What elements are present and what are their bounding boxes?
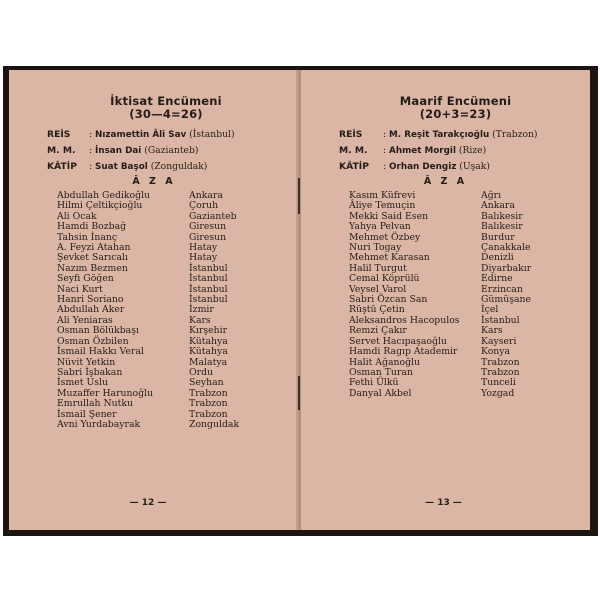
member-name: Nüvit Yetkin xyxy=(57,356,116,368)
member-city: Çanakkale xyxy=(481,242,531,254)
member-row xyxy=(349,347,531,357)
member-name: Yahya Pelvan xyxy=(349,221,411,233)
member-name: Ali Yeniaras xyxy=(57,314,113,326)
page-title: Maarif Encümeni xyxy=(399,94,512,108)
member-name: Âliye Temuçin xyxy=(349,200,416,212)
member-city: Ankara xyxy=(481,200,515,212)
member-name: İsmail Şener xyxy=(57,408,117,420)
reis-city: (Trabzon) xyxy=(492,129,538,140)
member-name: Osman Özbilen xyxy=(57,335,129,347)
member-city: Gazianteb xyxy=(189,210,237,222)
mm-value: İnsan Dai xyxy=(95,146,142,156)
member-name: Hanri Soriano xyxy=(57,294,124,306)
member-name: Abdullah Gedikoğlu xyxy=(57,190,151,201)
member-name: İsmail Hakkı Veral xyxy=(57,346,144,358)
member-row xyxy=(57,420,239,430)
katip-value: Suat Başol xyxy=(95,162,148,172)
member-name: Osman Bölükbaşı xyxy=(57,325,139,337)
member-city: Ağrı xyxy=(481,190,502,201)
member-city: Erzincan xyxy=(481,283,523,295)
member-name: Şevket Sarıcalı xyxy=(57,252,128,264)
member-name: Halil Turgut xyxy=(349,262,407,274)
katip-label: KÂTİP xyxy=(339,161,369,172)
aza-heading: Â Z A xyxy=(423,176,468,187)
reis-line: REİS : M. Reşit Tarakçıoğlu (Trabzon) xyxy=(339,129,538,140)
member-city: Trabzon xyxy=(481,366,520,378)
member-name: Servet Hacıpaşaoğlu xyxy=(349,335,447,347)
member-city: Konya xyxy=(481,346,511,358)
page-right xyxy=(301,70,590,530)
member-city: Kars xyxy=(189,314,211,326)
katip-line: KÂTİP : Orhan Dengiz (Uşak) xyxy=(339,161,490,172)
member-name: Sabri Özcan San xyxy=(349,294,428,306)
member-city: Gümüşane xyxy=(481,294,532,306)
member-city: Trabzon xyxy=(481,356,520,368)
member-name: İsmet Uslu xyxy=(57,377,109,389)
aza-heading: Â Z A xyxy=(132,176,176,187)
member-name: Ali Ocak xyxy=(57,210,97,222)
member-city: Giresun xyxy=(189,221,227,233)
katip-city: (Uşak) xyxy=(459,161,490,172)
member-city: Edirne xyxy=(481,273,513,285)
member-name: Hilmi Çeltikçioğlu xyxy=(57,200,143,212)
member-city: Malatya xyxy=(189,356,228,368)
mm-label: M. M. xyxy=(47,145,76,156)
member-city: Trabzon xyxy=(189,398,228,410)
katip-city: (Zonguldak) xyxy=(150,161,208,172)
page-subtitle: (20+3=23) xyxy=(419,107,492,121)
member-name: Kasım Küfrevi xyxy=(349,190,416,201)
member-city: Burdur xyxy=(481,231,515,243)
page-number: — 12 — xyxy=(129,498,167,508)
member-name: Osman Turan xyxy=(349,366,413,378)
member-city: İstanbul xyxy=(481,314,520,326)
member-city: Kütahya xyxy=(189,346,228,358)
member-city: Ankara xyxy=(189,190,223,201)
katip-label: KÂTİP xyxy=(47,161,77,172)
page-left xyxy=(9,70,299,530)
member-name: Avni Yurdabayrak xyxy=(57,418,141,430)
member-city: İstanbul xyxy=(189,273,228,285)
member-name: Tahsin İnanç xyxy=(57,231,118,243)
member-city: İçel xyxy=(481,304,499,316)
member-name: Remzi Çakır xyxy=(349,325,407,337)
member-name: Seyfi Göğen xyxy=(57,273,114,285)
member-city: Kütahya xyxy=(189,335,228,347)
reis-city: (İstanbul) xyxy=(189,129,235,140)
member-city: İstanbul xyxy=(189,294,228,306)
staple-bottom xyxy=(298,376,300,410)
member-name: Sabri İşbakan xyxy=(57,366,123,378)
member-city: Kırşehir xyxy=(189,325,228,337)
member-name: Mehmet Özbey xyxy=(349,231,421,243)
member-name: Mekki Said Esen xyxy=(349,210,429,222)
member-row xyxy=(57,347,239,357)
member-city: İstanbul xyxy=(189,262,228,274)
member-city: Çoruh xyxy=(189,200,219,212)
mm-city: (Gazianteb) xyxy=(144,145,199,156)
member-city: Giresun xyxy=(189,231,227,243)
member-city: Balıkesir xyxy=(481,221,523,233)
member-name: Rüştü Çetin xyxy=(349,304,405,316)
member-city: Trabzon xyxy=(189,387,228,399)
member-name: Veysel Varol xyxy=(349,283,407,295)
mm-line: M. M. : Ahmet Morgil (Rize) xyxy=(339,145,487,156)
member-name: Naci Kurt xyxy=(57,283,103,295)
member-name: Fethi Ülkü xyxy=(349,377,399,389)
member-city: İstanbul xyxy=(189,283,228,295)
member-name: Emrullah Nutku xyxy=(57,398,133,410)
member-row xyxy=(57,399,239,409)
member-name: Hamdi Bozbağ xyxy=(57,221,127,233)
mm-value: Ahmet Morgil xyxy=(389,146,456,156)
member-city: Diyarbakır xyxy=(481,262,532,274)
member-name: Danyal Akbel xyxy=(349,387,412,399)
member-city: Seyhan xyxy=(189,377,224,389)
katip-value: Orhan Dengiz xyxy=(389,162,457,172)
member-city: İzmir xyxy=(189,304,214,316)
member-city: Kayseri xyxy=(481,335,517,347)
member-city: Kars xyxy=(481,325,503,337)
reis-label: REİS xyxy=(47,129,71,140)
mm-line: M. M. : İnsan Dai (Gazianteb) xyxy=(47,145,199,156)
member-name: Abdullah Aker xyxy=(57,304,125,316)
member-row xyxy=(349,389,531,399)
mm-label: M. M. xyxy=(339,145,368,156)
member-name: Aleksandros Hacopulos xyxy=(349,314,460,326)
member-city: Ordu xyxy=(189,366,214,378)
member-city: Denizli xyxy=(481,252,514,264)
reis-label: REİS xyxy=(339,129,363,140)
member-list xyxy=(349,191,531,399)
member-name: Nuri Togay xyxy=(349,242,402,254)
member-name: Nazım Bezmen xyxy=(57,262,128,274)
mm-city: (Rize) xyxy=(458,145,487,156)
member-name: Muzaffer Harunoğlu xyxy=(57,387,154,399)
member-list xyxy=(57,191,239,430)
page-subtitle: (30—4=26) xyxy=(129,107,203,121)
member-name: Hamdi Ragıp Atademir xyxy=(349,346,458,358)
member-name: Halit Ağanoğlu xyxy=(349,356,420,368)
member-name: Mehmet Karasan xyxy=(349,252,430,264)
member-city: Balıkesir xyxy=(481,210,523,222)
member-city: Yozgad xyxy=(481,387,515,399)
staple-top xyxy=(298,178,300,214)
member-name: A. Feyzi Atahan xyxy=(57,242,131,254)
reis-value: Nızamettin Âli Sav xyxy=(95,130,187,140)
member-city: Hatay xyxy=(189,252,218,264)
member-city: Trabzon xyxy=(189,408,228,420)
member-city: Tunceli xyxy=(481,377,516,389)
member-name: Cemal Köprülü xyxy=(349,273,420,285)
member-city: Hatay xyxy=(189,242,218,254)
reis-value: M. Reşit Tarakçıoğlu xyxy=(389,130,490,140)
reis-line: REİS : Nızamettin Âli Sav (İstanbul) xyxy=(47,129,235,140)
page-number: — 13 — xyxy=(425,498,462,508)
katip-line: KÂTİP : Suat Başol (Zonguldak) xyxy=(47,161,208,172)
member-city: Zonguldak xyxy=(189,418,240,430)
page-title: İktisat Encümeni xyxy=(110,94,222,108)
